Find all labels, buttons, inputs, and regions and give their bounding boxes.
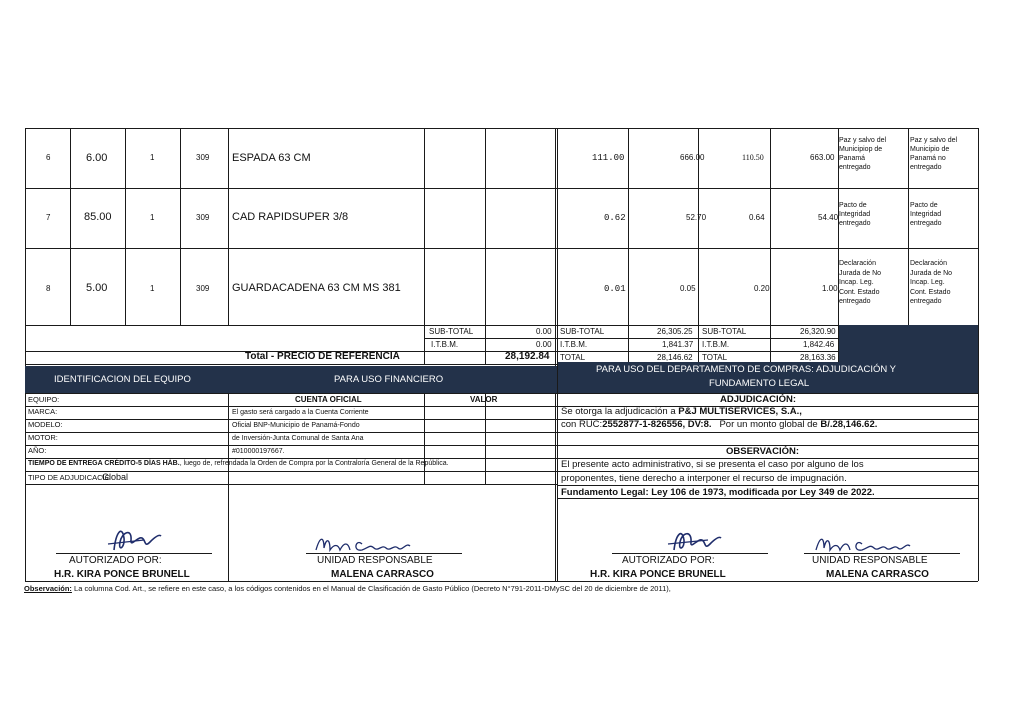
observacion-line-1: El presente acto administrativo, si se presenta el caso por alguno de los xyxy=(561,459,864,470)
item-unit: 1 xyxy=(150,284,155,293)
item-quantity: 6.00 xyxy=(86,152,108,164)
item-price-unit-2: 110.50 xyxy=(742,153,764,162)
item-price-unit-1: 111.00 xyxy=(592,153,625,163)
grid-line xyxy=(555,364,556,581)
grid-line xyxy=(424,128,425,325)
header-uso-compras-line1: PARA USO DEL DEPARTAMENTO DE COMPRAS: ADJUDICACIÓN Y xyxy=(596,364,897,375)
p2-itbm-value: 1,842.46 xyxy=(803,340,835,349)
item-quantity: 5.00 xyxy=(86,282,108,294)
grid-line xyxy=(70,128,71,325)
grid-line xyxy=(628,128,629,325)
p2-subtotal-label: SUB-TOTAL xyxy=(702,327,747,336)
tiempo-entrega: TIEMPO DE ENTREGA CRÉDITO-5 DÍAS HÁB., luego de, refrendada la Orden de Compra por la Contraloría General de la República. xyxy=(28,460,449,467)
p1-total-label: TOTAL xyxy=(560,353,586,362)
ref-itbm-label: I.T.B.M. xyxy=(431,340,459,349)
grid-line xyxy=(25,445,557,446)
observacion-title: OBSERVACIÓN: xyxy=(726,446,800,457)
item-price-unit-1: 0.01 xyxy=(604,284,626,294)
grid-line xyxy=(555,128,556,325)
item-description: GUARDACADENA 63 CM MS 381 xyxy=(232,282,401,294)
ref-subtotal-label: SUB-TOTAL xyxy=(429,327,474,336)
item-doc-status-2: Pacto de Integridad entregado xyxy=(910,202,942,227)
item-number: 6 xyxy=(46,153,51,162)
p2-itbm-label: I.T.B.M. xyxy=(702,340,730,349)
grid-line xyxy=(555,325,556,364)
grid-line xyxy=(557,432,978,433)
grid-line xyxy=(25,581,978,582)
valor-label: VALOR xyxy=(470,395,498,404)
modelo-label: MODELO: xyxy=(28,420,63,429)
grid-line xyxy=(557,471,978,472)
item-quantity: 85.00 xyxy=(84,211,112,223)
grid-line xyxy=(557,325,558,364)
item-code: 309 xyxy=(196,213,210,222)
item-price-total-1: 52.70 xyxy=(686,213,707,222)
ref-total-value: 28,192.84 xyxy=(505,351,550,362)
unidad-nombre: MALENA CARRASCO xyxy=(331,569,434,580)
item-code: 309 xyxy=(196,284,210,293)
grid-line xyxy=(25,419,557,420)
item-doc-status-1: Paz y salvo del Municipiop de Panamá entregado xyxy=(839,137,887,171)
unidad-label: UNIDAD RESPONSABLE xyxy=(317,555,433,566)
autorizado-nombre: H.R. KIRA PONCE BRUNELL xyxy=(590,569,726,580)
unidad-nombre: MALENA CARRASCO xyxy=(826,569,929,580)
grid-line xyxy=(424,325,425,364)
footer-observacion: Observación: La columna Cod. Art., se refiere en este caso, a los códigos contenidos en el Manual de Clasificación de Gasto Público (Decreto N°791-2011-DMySC del 20 de diciembre de 2011), xyxy=(24,584,671,593)
grid-line xyxy=(25,432,557,433)
grid-line xyxy=(557,128,558,325)
grid-line xyxy=(25,351,978,352)
anio-label: AÑO: xyxy=(28,446,47,455)
item-price-total-2: 1.00 xyxy=(822,284,838,293)
p2-total-label: TOTAL xyxy=(702,353,728,362)
cuenta-line-3: de Inversión-Junta Comunal de Santa Ana xyxy=(232,435,364,442)
p2-total-value: 28,163.36 xyxy=(800,353,836,362)
grid-line xyxy=(485,325,486,364)
p1-itbm-label: I.T.B.M. xyxy=(560,340,588,349)
item-unit: 1 xyxy=(150,153,155,162)
tipo-adjudicacion-label: TIPO DE ADJUDICACIC xyxy=(28,473,111,482)
totals-shade xyxy=(839,325,978,366)
header-uso-financiero: PARA USO FINANCIERO xyxy=(334,374,444,385)
fundamento-legal: Fundamento Legal: Ley 106 de 1973, modificada por Ley 349 de 2022. xyxy=(561,487,875,498)
cuenta-line-1: El gasto será cargado a la Cuenta Corriente xyxy=(232,409,369,416)
header-uso-compras-line2: FUNDAMENTO LEGAL xyxy=(709,378,810,389)
grid-line xyxy=(485,393,486,485)
cuenta-oficial-label: CUENTA OFICIAL xyxy=(295,395,362,404)
header-identificacion-equipo: IDENTIFICACION DEL EQUIPO xyxy=(54,374,191,385)
grid-line xyxy=(228,393,229,581)
grid-line xyxy=(485,128,486,325)
ref-total-label: Total - PRECIO DE REFERENCIA xyxy=(245,351,400,362)
item-doc-status-2: Declaración Jurada de No Incap. Leg. Cont. Estado entregado xyxy=(910,260,953,305)
grid-line xyxy=(25,484,557,485)
grid-line xyxy=(25,458,557,459)
cuenta-line-4: #010000197667. xyxy=(232,448,285,455)
item-description: CAD RAPIDSUPER 3/8 xyxy=(232,211,349,223)
grid-line xyxy=(25,128,26,581)
grid-line xyxy=(628,325,629,364)
grid-line xyxy=(25,188,978,189)
adjudicacion-line-2: con RUC:2552877-1-826556, DV:8. Por un monto global de B/.28,146.62. xyxy=(561,419,878,430)
item-price-total-2: 54.40 xyxy=(818,213,839,222)
adjudicacion-title: ADJUDICACIÓN: xyxy=(720,394,796,405)
p1-itbm-value: 1,841.37 xyxy=(662,340,694,349)
grid-line xyxy=(25,393,978,394)
grid-line xyxy=(125,128,126,325)
p1-subtotal-value: 26,305.25 xyxy=(657,327,693,336)
grid-line xyxy=(557,485,978,486)
ref-itbm-value: 0.00 xyxy=(536,340,552,349)
p1-total-value: 28,146.62 xyxy=(657,353,693,362)
item-price-total-2: 663.00 xyxy=(810,153,835,162)
autorizado-label: AUTORIZADO POR: xyxy=(69,555,162,566)
adjudicacion-line-1: Se otorga la adjudicación a P&J MULTISERVICES, S.A., xyxy=(561,406,802,417)
item-price-total-1: 0.05 xyxy=(680,284,696,293)
item-doc-status-1: Declaración Jurada de No Incap. Leg. Cont. Estado entregado xyxy=(839,260,882,305)
p2-subtotal-value: 26,320.90 xyxy=(800,327,836,336)
grid-line xyxy=(25,128,978,129)
item-unit: 1 xyxy=(150,213,155,222)
item-price-unit-2: 0.20 xyxy=(754,284,770,293)
motor-label: MOTOR: xyxy=(28,433,58,442)
cuenta-line-2: Oficial BNP-Municipio de Panamá-Fondo xyxy=(232,422,360,429)
grid-line xyxy=(25,248,978,249)
autorizado-nombre: H.R. KIRA PONCE BRUNELL xyxy=(54,569,190,580)
grid-line xyxy=(698,325,699,364)
grid-line xyxy=(180,128,181,325)
marca-label: MARCA: xyxy=(28,407,58,416)
observacion-line-2: proponentes, tiene derecho a interponer el recurso de impugnación. xyxy=(561,473,847,484)
item-doc-status-2: Paz y salvo del Municipio de Panamá no entregado xyxy=(910,137,958,171)
grid-line xyxy=(424,393,425,485)
autorizado-label: AUTORIZADO POR: xyxy=(622,555,715,566)
p1-subtotal-label: SUB-TOTAL xyxy=(560,327,605,336)
item-number: 8 xyxy=(46,284,51,293)
ref-subtotal-value: 0.00 xyxy=(536,327,552,336)
grid-line xyxy=(908,128,909,325)
item-price-total-1: 666.00 xyxy=(680,153,705,162)
grid-line xyxy=(978,128,979,581)
item-number: 7 xyxy=(46,213,51,222)
item-doc-status-1: Pacto de Integridad entregado xyxy=(839,202,871,227)
grid-line xyxy=(770,128,771,325)
item-price-unit-1: 0.62 xyxy=(604,213,626,223)
grid-line xyxy=(557,364,558,581)
tipo-adjudicacion-value: Global xyxy=(102,472,129,482)
unidad-label: UNIDAD RESPONSABLE xyxy=(812,555,928,566)
grid-line xyxy=(25,406,557,407)
item-price-unit-2: 0.64 xyxy=(749,213,765,222)
grid-line xyxy=(228,128,229,325)
item-code: 309 xyxy=(196,153,210,162)
grid-line xyxy=(25,325,978,326)
grid-line xyxy=(770,325,771,364)
grid-line xyxy=(557,498,978,499)
equipo-label: EQUIPO: xyxy=(28,395,60,404)
item-description: ESPADA 63 CM xyxy=(232,152,311,164)
